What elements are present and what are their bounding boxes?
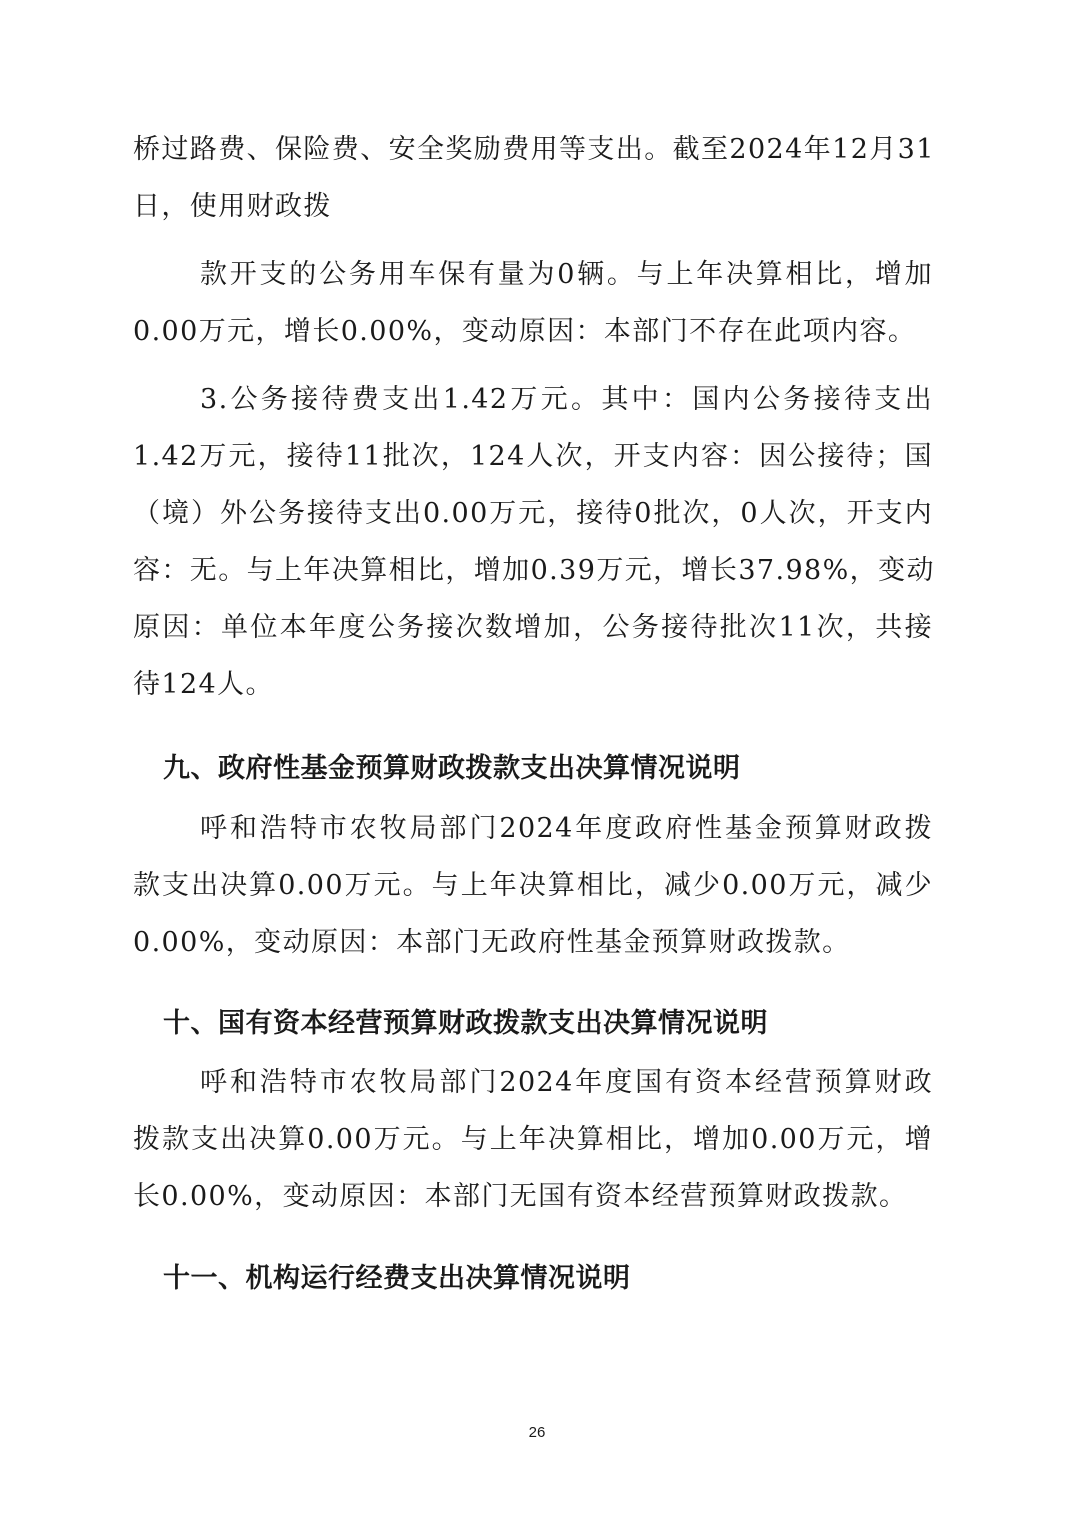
- section-9-line-3: 0.00%，变动原因：本部门无政府性基金预算财政拨款。: [133, 927, 851, 958]
- section-9-heading: 九、政府性基金预算财政拨款支出决算情况说明: [163, 753, 741, 784]
- body-line-3: 款开支的公务用车保有量为0辆。与上年决算相比，增加: [200, 259, 933, 290]
- section-9-line-1: 呼和浩特市农牧局部门2024年度政府性基金预算财政拨: [200, 813, 933, 844]
- body-line-4: 0.00万元，增长0.00%，变动原因：本部门不存在此项内容。: [133, 316, 917, 347]
- body-line-6: 1.42万元，接待11批次，124人次，开支内容：因公接待；国: [133, 441, 933, 472]
- body-line-1: 桥过路费、保险费、安全奖励费用等支出。截至2024年12月31: [133, 134, 935, 165]
- body-line-8: 容：无。与上年决算相比，增加0.39万元，增长37.98%，变动: [133, 555, 935, 586]
- section-10-line-3: 长0.00%，变动原因：本部门无国有资本经营预算财政拨款。: [133, 1181, 908, 1212]
- body-line-5: 3.公务接待费支出1.42万元。其中：国内公务接待支出: [200, 384, 933, 415]
- body-line-9: 原因：单位本年度公务接次数增加，公务接待批次11次，共接: [133, 612, 933, 643]
- body-line-10: 待124人。: [133, 669, 274, 700]
- page-number: 26: [528, 1424, 546, 1441]
- section-10-line-1: 呼和浩特市农牧局部门2024年度国有资本经营预算财政: [200, 1067, 933, 1098]
- section-11-heading: 十一、机构运行经费支出决算情况说明: [163, 1263, 631, 1294]
- section-10-line-2: 拨款支出决算0.00万元。与上年决算相比，增加0.00万元，增: [133, 1124, 933, 1155]
- body-line-7: （境）外公务接待支出0.00万元，接待0批次，0人次，开支内: [133, 498, 933, 529]
- section-10-heading: 十、国有资本经营预算财政拨款支出决算情况说明: [163, 1008, 768, 1039]
- section-9-line-2: 款支出决算0.00万元。与上年决算相比，减少0.00万元，减少: [133, 870, 933, 901]
- body-line-2: 日，使用财政拨: [133, 191, 332, 222]
